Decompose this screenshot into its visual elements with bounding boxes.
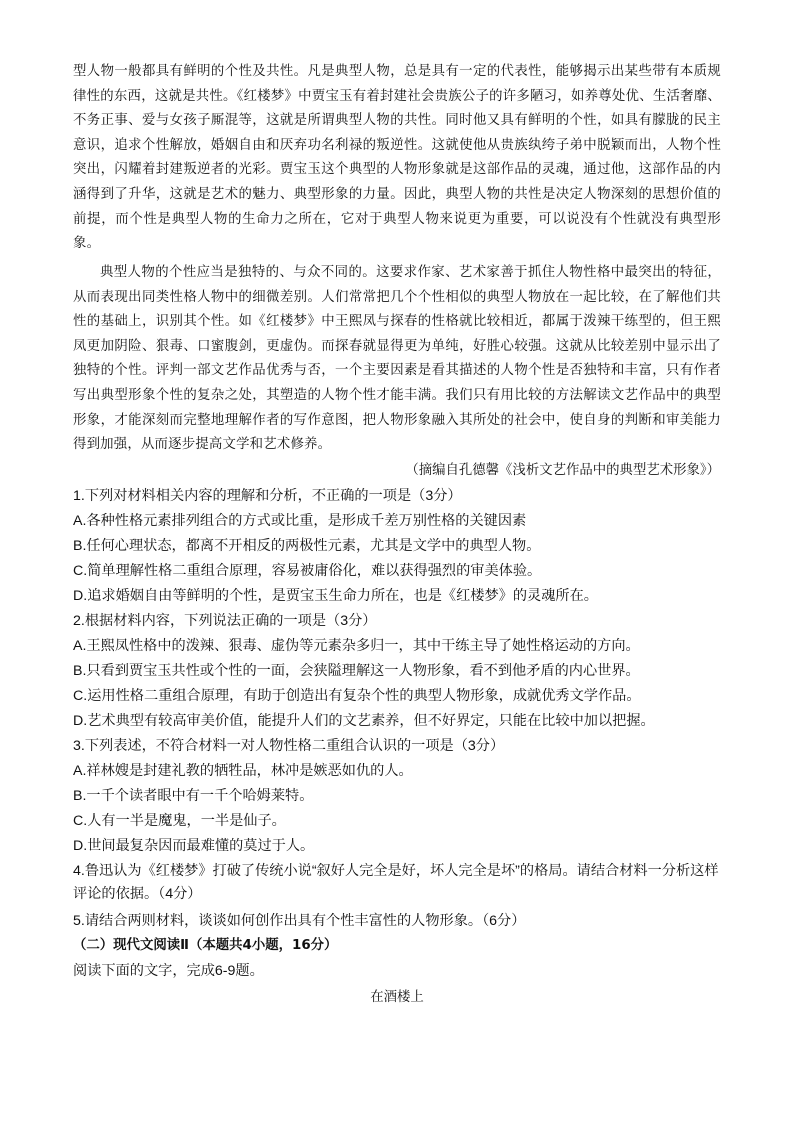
question-2-stem: 2.根据材料内容，下列说法正确的一项是（3分） xyxy=(73,613,377,629)
question-2-option-b: B.只看到贾宝玉共性或个性的一面，会狭隘理解这一人物形象，看不到他矛盾的内心世界。 xyxy=(73,663,640,679)
question-3-stem: 3.下列表述，不符合材料一对人物性格二重组合认识的一项是（3分） xyxy=(73,738,505,754)
passage-paragraph-2: 典型人物的个性应当是独特的、与众不同的。这要求作家、艺术家善于抓住人物性格中最突出的特征，从而表现出同类性格人物中的细微差别。人们常常把几个个性相似的典型人物放在一起比较，在了解他们共性的基础上，识别其个性。如《红楼梦》中王熙凤与探春的性格就比较相近，都属于泼辣干练型的，但王熙凤更加阴险、狠毒、口蜜腹剑，更虚伪。而探春就显得更为单纯，好胜心较强。这就从比较差别中显示出了独特的个性。评判一部文艺作品优秀与否，一个主要因素是看其描述的人物个性是否独特和丰富，只有作者写出典型形象个性的复杂之处，其塑造的人物个性才能丰满。我们只有用比较的方法解读文艺作品中的典型形象，才能深刻而完整地理解作者的写作意图，把人物形象融入其所处的社会中，使自身的判断和审美能力得到加强，从而逐步提高文学和艺术修养。 xyxy=(73,265,721,453)
question-3-option-d: D.世间最复杂因而最难懂的莫过于人。 xyxy=(73,838,315,854)
question-5: 5.请结合两则材料，谈谈如何创作出具有个性丰富性的人物形象。（6分） xyxy=(73,913,526,929)
question-1-option-c: C.简单理解性格二重组合原理，容易被庸俗化，难以获得强烈的审美体验。 xyxy=(73,563,542,579)
section-heading: （二）现代文阅读Ⅱ（本题共4小题，16分） xyxy=(73,938,338,953)
passage-source: （摘编自孔德馨《浅析文艺作品中的典型艺术形象》） xyxy=(405,463,720,478)
question-3-option-b: B.一千个读者眼中有一千个哈姆莱特。 xyxy=(73,788,314,804)
question-2-option-d: D.艺术典型有较高审美价值，能提升人们的文艺素养，但不好界定，只能在比较中加以把握。 xyxy=(73,713,655,729)
question-3-option-a: A.祥林嫂是封建礼教的牺牲品，林冲是嫉恶如仇的人。 xyxy=(73,763,413,779)
question-1-option-a: A.各种性格元素排列组合的方式或比重，是形成千差万别性格的关键因素 xyxy=(73,513,527,529)
question-1-option-d: D.追求婚姻自由等鲜明的个性，是贾宝玉生命力所在，也是《红楼梦》的灵魂所在。 xyxy=(73,588,598,604)
question-4: 4.鲁迅认为《红楼梦》打破了传统小说“叙好人完全是好，坏人完全是坏”的格局。请结合材料一分析这样评论的依据。（4分） xyxy=(73,863,719,902)
question-2-option-a: A.王熙凤性格中的泼辣、狠毒、虚伪等元素杂多归一，其中干练主导了她性格运动的方向。 xyxy=(73,638,640,654)
section-instruction: 阅读下面的文字，完成6-9题。 xyxy=(73,963,264,979)
question-1-option-b: B.任何心理状态，都离不开相反的两极性元素，尤其是文学中的典型人物。 xyxy=(73,538,541,554)
question-1-stem: 1.下列对材料相关内容的理解和分析，不正确的一项是（3分） xyxy=(73,488,462,504)
question-2-option-c: C.运用性格二重组合原理，有助于创造出有复杂个性的典型人物形象，成就优秀文学作品。 xyxy=(73,688,641,704)
question-3-option-c: C.人有一半是魔鬼，一半是仙子。 xyxy=(73,813,286,829)
reading-title: 在酒楼上 xyxy=(370,990,424,1005)
passage-paragraph-1: 型人物一般都具有鲜明的个性及共性。凡是典型人物，总是具有一定的代表性，能够揭示出某些带有本质规律性的东西，这就是共性。《红楼梦》中贾宝玉有着封建社会贵族公子的许多陋习，如养尊处优、生活奢靡、不务正事、爱与女孩子厮混等，这就是所谓典型人物的共性。同时他又具有鲜明的个性，如具有朦胧的民主意识，追求个性解放，婚姻自由和厌弃功名利禄的叛逆性。这就使他从贵族纨绔子弟中脱颖而出，人物个性突出，闪耀着封建叛逆者的光彩。贾宝玉这个典型的人物形象就是这部作品的灵魂，通过他，这部作品的内涵得到了升华，这就是艺术的魅力、典型形象的力量。因此，典型人物的共性是决定人物深刻的思想价值的前提，而个性是典型人物的生命力之所在，它对于典型人物来说更为重要，可以说没有个性就没有典型形象。 xyxy=(73,64,721,252)
